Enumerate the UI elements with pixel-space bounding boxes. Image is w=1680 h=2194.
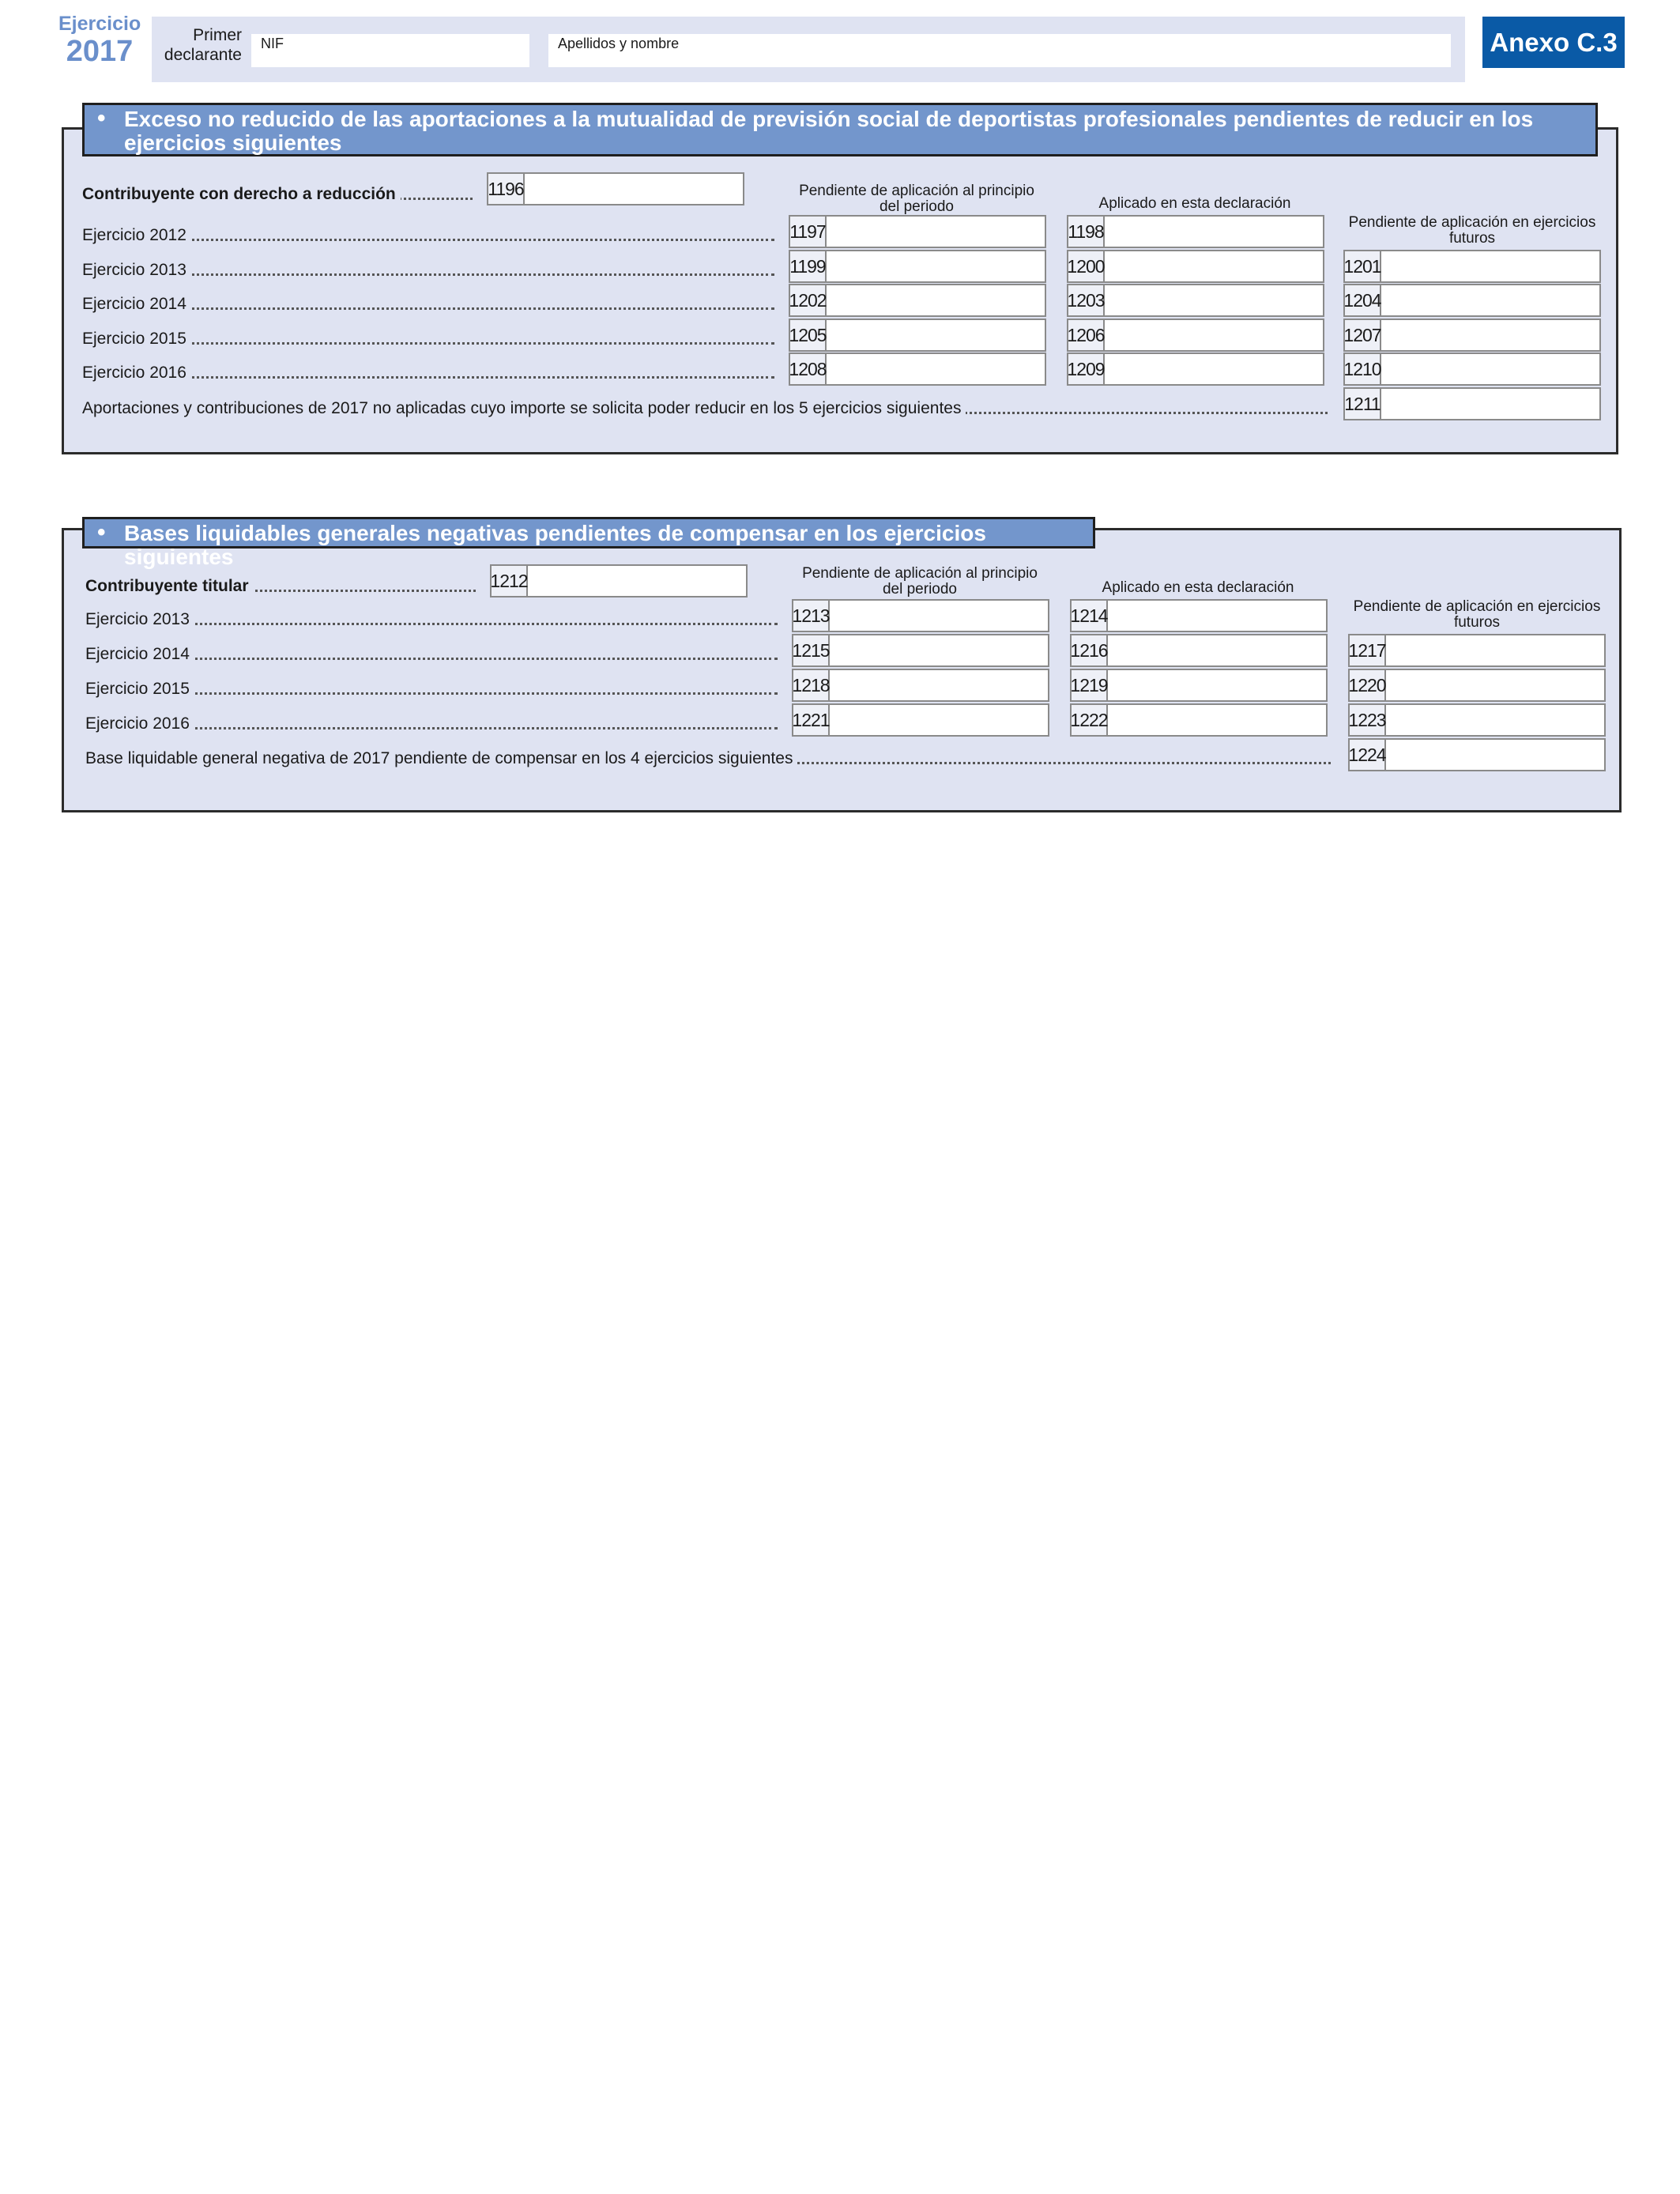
field-code: 1217: [1350, 635, 1386, 665]
apellidos-nombre-label: Apellidos y nombre: [558, 36, 680, 51]
row-label: Ejercicio 2016: [85, 714, 778, 733]
field-code: 1211: [1345, 389, 1381, 419]
field-1218[interactable]: [792, 669, 1049, 702]
bullet-icon: •: [97, 105, 106, 131]
field-code: 1207: [1345, 320, 1381, 350]
ejercicio-year: 2017: [66, 35, 134, 68]
field-code: 1215: [793, 635, 830, 665]
apellidos-nombre-field[interactable]: [548, 34, 1451, 67]
field-1220[interactable]: [1348, 669, 1606, 702]
field-code: 1206: [1068, 320, 1105, 350]
field-1197[interactable]: [789, 215, 1046, 248]
col-header-pending-start: Pendiente de aplicación al principio del periodo: [799, 183, 1034, 215]
field-1198[interactable]: [1067, 215, 1324, 248]
final-row-label: Base liquidable general negativa de 2017 pendiente de compensar en los 4 ejercicios siguientes: [85, 749, 1331, 768]
field-1209[interactable]: [1067, 352, 1324, 386]
field-1211[interactable]: [1343, 387, 1601, 420]
field-code: 1208: [790, 354, 827, 384]
field-code: 1202: [790, 285, 827, 315]
field-code: 1213: [793, 601, 830, 631]
field-1203[interactable]: [1067, 284, 1324, 317]
field-1200[interactable]: [1067, 250, 1324, 283]
field-code: 1205: [790, 320, 827, 350]
row-label: Ejercicio 2013: [85, 610, 778, 629]
field-code: 1216: [1072, 635, 1108, 665]
field-1212[interactable]: [490, 564, 748, 598]
field-1208[interactable]: [789, 352, 1046, 386]
col-header-pending-start: Pendiente de aplicación al principio del periodo: [802, 565, 1038, 598]
field-1221[interactable]: [792, 703, 1049, 737]
field-1215[interactable]: [792, 634, 1049, 667]
field-code: 1196: [488, 174, 525, 204]
field-code: 1210: [1345, 354, 1381, 384]
field-1199[interactable]: [789, 250, 1046, 283]
field-1224[interactable]: [1348, 738, 1606, 771]
field-1216[interactable]: [1070, 634, 1328, 667]
field-1210[interactable]: [1343, 352, 1601, 386]
row-label: Ejercicio 2015: [85, 680, 778, 699]
col-header-applied: Aplicado en esta declaración: [1098, 195, 1291, 212]
section-bases-title: [82, 517, 1095, 569]
field-code: 1219: [1072, 670, 1108, 700]
anexo-badge: Anexo C.3: [1482, 17, 1625, 68]
col-header-pending-future: Pendiente de aplicación en ejercicios futuros: [1348, 214, 1596, 247]
field-code: 1199: [790, 251, 827, 281]
field-1213[interactable]: [792, 599, 1049, 632]
field-code: 1198: [1068, 217, 1105, 247]
primer-declarante-label: Primer declarante: [164, 26, 242, 64]
col-header-pending-future: Pendiente de aplicación en ejercicios futuros: [1353, 598, 1601, 631]
row-label: Ejercicio 2016: [82, 364, 774, 383]
field-1201[interactable]: [1343, 250, 1601, 283]
field-1222[interactable]: [1070, 703, 1328, 737]
field-1204[interactable]: [1343, 284, 1601, 317]
field-code: 1201: [1345, 251, 1381, 281]
field-code: 1200: [1068, 251, 1105, 281]
contrib-titular-label: Contribuyente titular: [85, 577, 476, 596]
field-code: 1204: [1345, 285, 1381, 315]
field-1214[interactable]: [1070, 599, 1328, 632]
section-mutualidad-title-text: Exceso no reducido de las aportaciones a la mutualidad de previsión social de deportistas profesionales pendientes de reducir en los ejercicios siguientes: [124, 107, 1534, 155]
section-mutualidad-title: [82, 103, 1598, 156]
field-code: 1224: [1350, 740, 1386, 770]
field-code: 1223: [1350, 705, 1386, 735]
field-1196[interactable]: [487, 172, 744, 205]
nif-label: NIF: [261, 36, 284, 51]
field-code: 1218: [793, 670, 830, 700]
bullet-icon: •: [97, 519, 106, 545]
field-code: 1209: [1068, 354, 1105, 384]
nif-field[interactable]: [251, 34, 529, 67]
row-label: Ejercicio 2014: [82, 295, 774, 314]
field-code: 1222: [1072, 705, 1108, 735]
field-1202[interactable]: [789, 284, 1046, 317]
row-label: Ejercicio 2014: [85, 645, 778, 664]
row-label: Ejercicio 2015: [82, 330, 774, 349]
row-label: Ejercicio 2013: [82, 261, 774, 280]
field-code: 1214: [1072, 601, 1108, 631]
field-1219[interactable]: [1070, 669, 1328, 702]
final-row-label: Aportaciones y contribuciones de 2017 no aplicadas cuyo importe se solicita poder reducir en los 5 ejercicios siguientes: [82, 399, 1328, 418]
field-1206[interactable]: [1067, 319, 1324, 352]
field-code: 1212: [492, 566, 528, 596]
field-1217[interactable]: [1348, 634, 1606, 667]
contrib-reduccion-label: Contribuyente con derecho a reducción: [82, 185, 473, 204]
field-code: 1203: [1068, 285, 1105, 315]
ejercicio-label: Ejercicio: [58, 13, 141, 35]
field-code: 1197: [790, 217, 827, 247]
field-1207[interactable]: [1343, 319, 1601, 352]
col-header-applied: Aplicado en esta declaración: [1102, 579, 1294, 596]
section-bases-title-text: Bases liquidables generales negativas pendientes de compensar en los ejercicios siguientes: [124, 521, 986, 569]
field-code: 1221: [793, 705, 830, 735]
field-1223[interactable]: [1348, 703, 1606, 737]
row-label: Ejercicio 2012: [82, 226, 774, 245]
field-1205[interactable]: [789, 319, 1046, 352]
field-code: 1220: [1350, 670, 1386, 700]
